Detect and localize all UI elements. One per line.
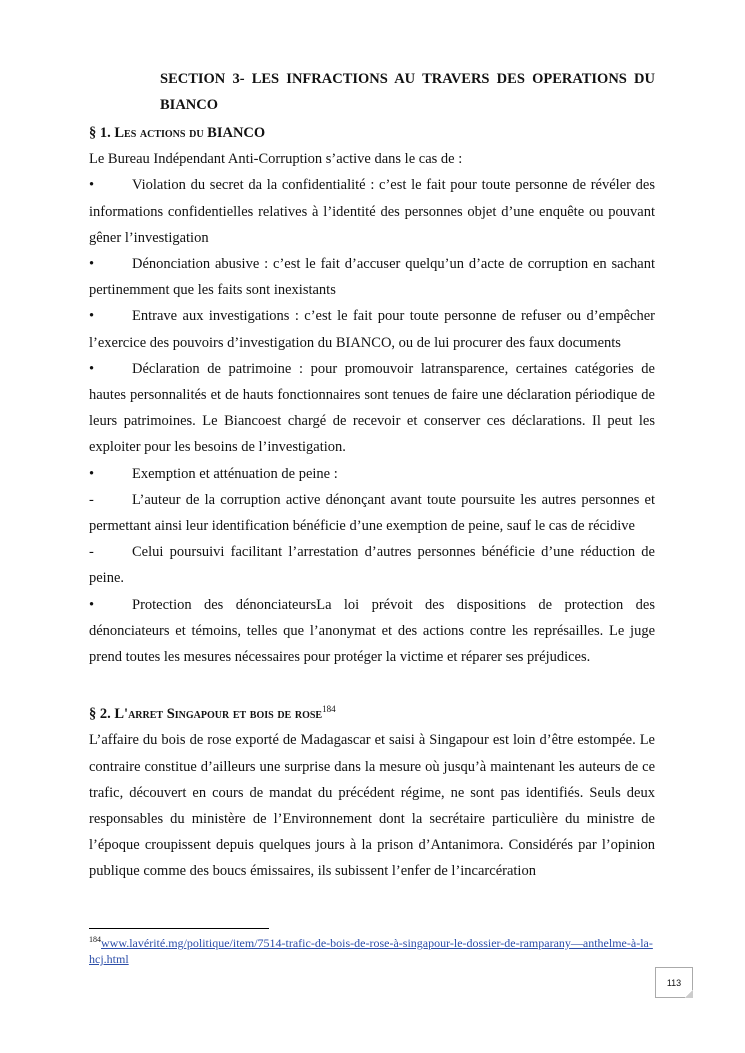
list-item: [89, 172, 655, 251]
footnote-reference[interactable]: 184: [322, 704, 336, 715]
bullet-marker: •: [89, 360, 95, 377]
page-number-box: [655, 967, 693, 998]
list-item: [89, 487, 655, 539]
footnote-separator: [89, 928, 269, 929]
list-item: [89, 461, 655, 487]
list-item-text: Entrave aux investigations : c’est le fait pour toute personne de refuser ou d’empêcher l’exercice des pouvoirs d’investigation du BIANCO, ou de lui procurer des faux documents: [89, 308, 655, 351]
list-item-text: Dénonciation abusive : c’est le fait d’accuser quelqu’un d’acte de corruption en sachant pertinemment que les faits sont inexistants: [89, 256, 655, 299]
dash-marker: -: [89, 491, 94, 508]
list-item-text: L’auteur de la corruption active dénonçant avant toute poursuite les autres personnes et permettant ainsi leur identification bénéficie d’une exemption de peine, sauf le cas de récidive: [89, 491, 655, 535]
list-item-text: Exemption et atténuation de peine :: [132, 465, 338, 482]
list-item: [89, 251, 655, 303]
section-title-line2: BIANCO: [160, 97, 219, 113]
document-body: [89, 120, 655, 885]
bullet-marker: •: [89, 596, 95, 613]
list-item-text: Violation du secret da la confidentialité : c’est le fait pour toute personne de révéler des informations confidentielles relatives à l’identité des personnes objet d’une enquête ou pouvant gêner l’investigation: [89, 177, 655, 246]
section-2-heading-text: § 2. L'arret Singapour et bois de rose: [89, 706, 323, 723]
list-item-text: Déclaration de patrimoine : pour promouvoir latransparence, certaines catégories de hautes personnalités et de hauts fonctionnaires sont tenues de faire une déclaration périodique de leurs patrimoines. Le Biancoest chargé de recevoir et conserver ces déclarations. Il peut les exploiter pour les besoins de l’investigation.: [89, 360, 655, 456]
section-1-heading: § 1. Les actions du BIANCO: [89, 125, 266, 141]
bullet-marker: •: [89, 177, 95, 194]
dash-marker: -: [89, 544, 94, 561]
list-item: [89, 356, 655, 461]
bullet-marker: •: [89, 256, 95, 273]
section-title: [160, 66, 655, 118]
page-number: 113: [666, 978, 682, 988]
section-2-heading: [89, 696, 655, 727]
list-item-text: Celui poursuivi facilitant l’arrestation d’autres personnes bénéficie d’une réduction de peine.: [89, 544, 655, 587]
footnote-link[interactable]: www.lavérité.mg/politique/item/7514-trafic-de-bois-de-rose-à-singapour-le-dossier-de-ramparany—anthelme-à-la-hcj.html: [89, 936, 653, 966]
section-title-line1: SECTION 3- LES INFRACTIONS AU TRAVERS DES OPERATIONS DU: [160, 71, 655, 87]
list-item: [89, 539, 655, 591]
bullet-marker: •: [89, 465, 95, 482]
bullet-marker: •: [89, 308, 95, 325]
list-item: [89, 303, 655, 355]
list-item-text: Protection des dénonciateursLa loi prévoit des dispositions de protection des dénonciateurs et témoins, telles que l’anonymat et des actions contre les représailles. Le juge prend toutes les mesures nécessaires pour protéger la victime et réparer ses préjudices.: [89, 596, 655, 666]
page-fold-icon: [685, 990, 693, 998]
section-2-paragraph: L’affaire du bois de rose exporté de Madagascar et saisi à Singapour est loin d’être estompée. Le contraire constitue d’ailleurs une surprise dans la mesure où jusqu’à maintenant les auteurs de ce trafic, découvert en cours de mandat du précédent régime, ne sont pas identifiés. Seuls deux responsables du ministère de l’Environnement dont la secrétaire particulière du ministre de l’époque croupissent depuis quelques jours à la prison d’Antanimora. Considérés par l’opinion publique comme des boucs émissaires, ils subissent l’enfer de l’incarcération: [89, 732, 655, 880]
spacer: [89, 670, 655, 696]
footnote-number: 184: [89, 935, 101, 944]
section-1-intro: Le Bureau Indépendant Anti-Corruption s’active dans le cas de :: [89, 151, 463, 168]
list-item: [89, 592, 655, 671]
footnote: [89, 932, 655, 967]
